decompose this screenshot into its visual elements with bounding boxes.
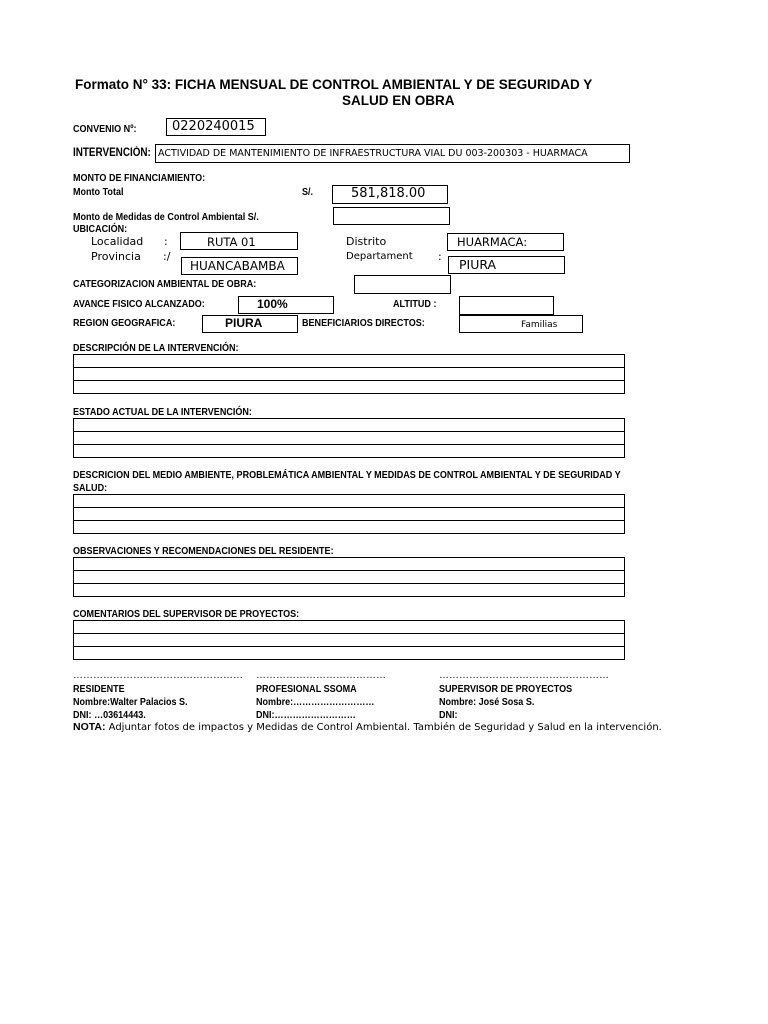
intervencion-label: INTERVENCIÓN: — [73, 147, 151, 159]
provincia-field[interactable] — [181, 257, 298, 275]
form-title-text: FICHA MENSUAL DE CONTROL AMBIENTAL Y DE SEGURIDAD Y — [171, 77, 593, 92]
descripcion-heading: DESCRIPCIÓN DE LA INTERVENCIÓN: — [73, 342, 239, 354]
categorizacion-field[interactable] — [354, 275, 451, 294]
medio-heading-line1: DESCRICION DEL MEDIO AMBIENTE, PROBLEMÁTICA AMBIENTAL Y MEDIDAS DE CONTROL AMBIENTAL Y DE SEGURIDAD Y — [73, 469, 621, 481]
beneficiarios-label: BENEFICIARIOS DIRECTOS: — [302, 317, 425, 329]
convenio-label: CONVENIO Nº: — [73, 123, 137, 135]
ssoma-role: PROFESIONAL SSOMA — [256, 683, 357, 695]
avance-value: 100% — [257, 297, 288, 311]
region-value: PIURA — [225, 316, 263, 330]
provincia-value: HUANCABAMBA — [190, 259, 285, 273]
departamento-label: Departament — [346, 251, 413, 262]
medidas-label: Monto de Medidas de Control Ambiental S/. — [73, 211, 259, 223]
distrito-field[interactable] — [447, 233, 564, 251]
provincia-sep: :/ — [163, 250, 171, 263]
supervisor-signature-line: …………………………………………… — [439, 670, 609, 681]
descripcion-lines[interactable] — [73, 354, 625, 394]
supervisor-nombre: Nombre: José Sosa S. — [439, 696, 535, 708]
supervisor-dni: DNI: — [439, 709, 458, 721]
financiamiento-label: MONTO DE FINANCIAMIENTO: — [73, 172, 206, 184]
form-title-line2: SALUD EN OBRA — [342, 93, 455, 108]
form-number: Formato N° 33: — [75, 77, 172, 92]
estado-heading: ESTADO ACTUAL DE LA INTERVENCIÓN: — [73, 406, 252, 418]
medio-heading-line2: SALUD: — [73, 482, 108, 494]
departamento-value: PIURA — [459, 257, 497, 272]
medidas-field[interactable] — [333, 207, 450, 225]
localidad-value: RUTA 01 — [207, 235, 256, 249]
estado-lines[interactable] — [73, 418, 625, 458]
observaciones-heading: OBSERVACIONES Y RECOMENDACIONES DEL RESIDENTE: — [73, 545, 334, 557]
form-title-line1 — [75, 77, 592, 92]
monto-total-value: 581,818.00 — [351, 186, 426, 201]
avance-label: AVANCE FISICO ALCANZADO: — [73, 298, 205, 310]
beneficiarios-field[interactable] — [459, 315, 583, 333]
currency-label: S/. — [302, 186, 314, 198]
beneficiarios-value: Familias — [521, 320, 558, 330]
residente-nombre: Nombre:Walter Palacios S. — [73, 696, 188, 708]
monto-total-field[interactable] — [332, 185, 448, 204]
monto-total-label: Monto Total — [73, 186, 124, 198]
provincia-label: Provincia — [91, 250, 141, 263]
altitud-label: ALTITUD : — [393, 298, 437, 310]
categorizacion-label: CATEGORIZACION AMBIENTAL DE OBRA: — [73, 278, 257, 290]
altitud-field[interactable] — [459, 296, 554, 315]
nota-text: Adjuntar fotos de impactos y Medidas de Control Ambiental. También de Seguridad y Salud en la intervención. — [105, 722, 662, 733]
ubicacion-label: UBICACIÓN: — [73, 223, 128, 235]
observaciones-lines[interactable] — [73, 557, 625, 597]
region-field[interactable] — [202, 315, 298, 333]
ssoma-dni: DNI:……………………… — [256, 709, 356, 721]
nota — [73, 721, 662, 733]
ssoma-signature-line: ………………………………… — [256, 670, 386, 681]
comentarios-lines[interactable] — [73, 620, 625, 660]
residente-role: RESIDENTE — [73, 683, 125, 695]
convenio-value: 0220240015 — [172, 119, 255, 134]
distrito-value: HUARMACA: — [457, 235, 528, 249]
intervencion-value: ACTIVIDAD DE MANTENIMIENTO DE INFRAESTRUCTURA VIAL DU 003-200303 - HUARMACA — [158, 148, 588, 159]
supervisor-role: SUPERVISOR DE PROYECTOS — [439, 683, 573, 695]
localidad-sep: : — [164, 235, 168, 248]
residente-dni: DNI: …03614443. — [73, 709, 146, 721]
departamento-field[interactable] — [448, 256, 565, 274]
nota-label: NOTA: — [73, 721, 106, 733]
residente-signature-line: …………………………………………… — [73, 670, 243, 681]
ssoma-nombre: Nombre:……………………… — [256, 696, 375, 708]
localidad-field[interactable] — [180, 232, 298, 250]
departamento-sep: : — [438, 250, 442, 263]
convenio-field[interactable] — [166, 118, 266, 136]
avance-field[interactable] — [238, 296, 334, 314]
intervencion-field[interactable] — [155, 144, 630, 163]
distrito-label: Distrito — [346, 235, 387, 248]
region-label: REGION GEOGRAFICA: — [73, 317, 176, 329]
medio-lines[interactable] — [73, 494, 625, 534]
localidad-label: Localidad — [91, 235, 144, 248]
comentarios-heading: COMENTARIOS DEL SUPERVISOR DE PROYECTOS: — [73, 608, 300, 620]
